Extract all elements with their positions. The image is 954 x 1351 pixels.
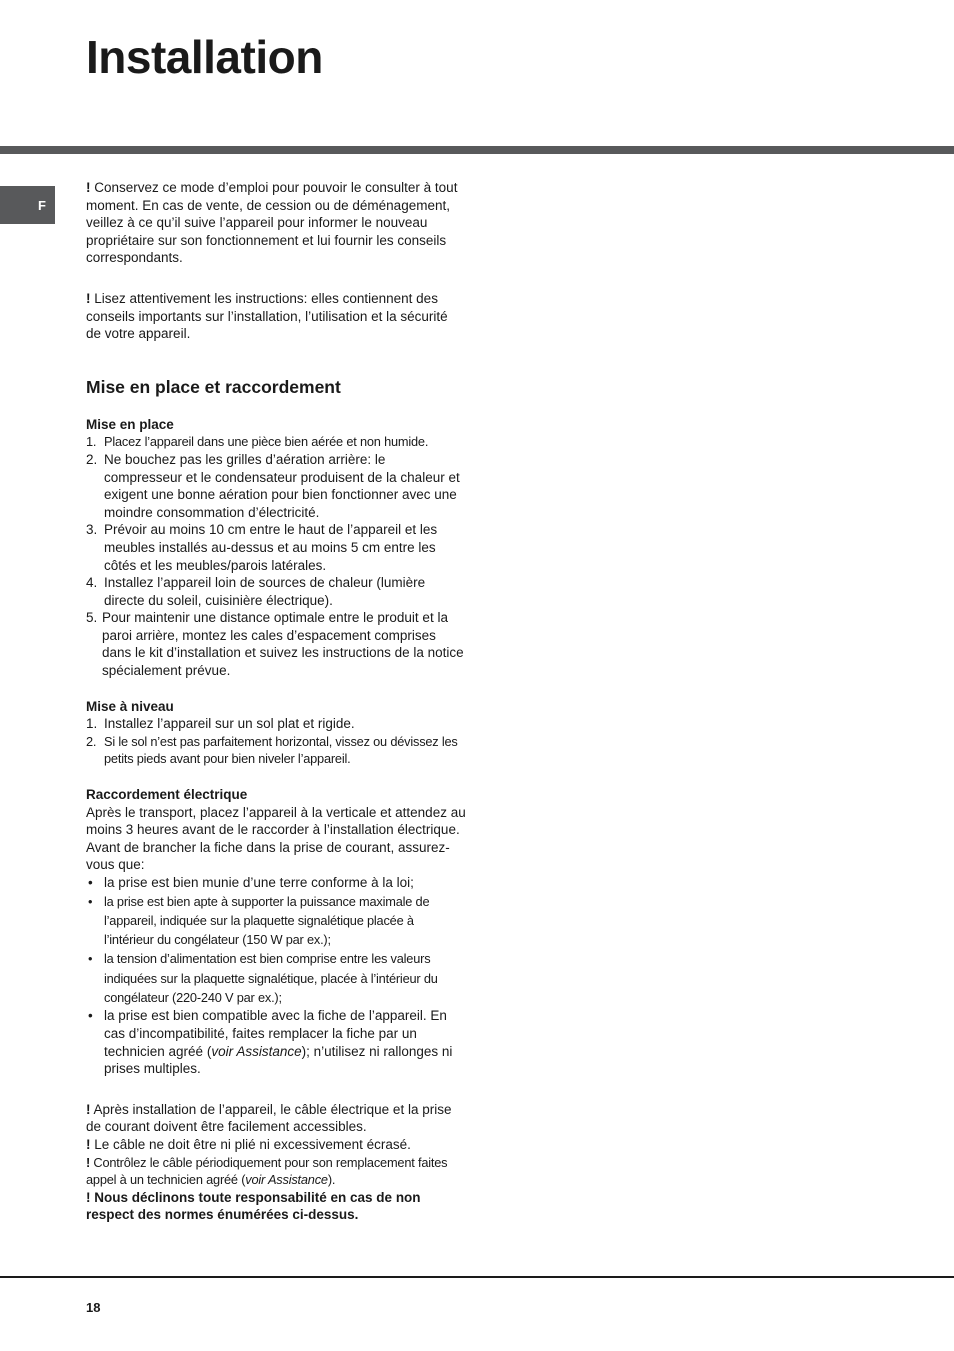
note-text: Lisez attentivement les instructions: elles contiennent des conseils importants sur l’installation, l’utilisation et la sécurité de votre appareil. — [86, 290, 448, 342]
intro-note — [86, 179, 466, 267]
exclamation-mark: ! — [86, 1101, 91, 1117]
list-item: • la tension d’alimentation est bien comprise entre les valeurs indiquées sur la plaquette signalétique, placée à l’intérieur du congélateur (220-240 V par ex.); — [88, 951, 438, 1006]
warning-note: ! Contrôlez le câble périodiquement pour son remplacement faites appel à un technicien agréé (voir Assistance). — [86, 1154, 448, 1188]
list-item: • la prise est bien apte à supporter la puissance maximale de l’appareil, indiquée sur la plaquette signalétique placée à l’intérieur du congélateur (150 W par ex.); — [88, 893, 430, 948]
exclamation-mark: ! — [86, 1154, 91, 1170]
cross-reference: voir Assistance — [245, 1172, 328, 1188]
section-title: Mise en place et raccordement — [86, 376, 341, 397]
list-item: 1. Installez l’appareil sur un sol plat et rigide. — [86, 716, 355, 732]
header-divider — [0, 146, 954, 154]
exclamation-mark: ! — [86, 1136, 91, 1152]
exclamation-mark: ! — [86, 290, 91, 306]
raccordement-intro: Après le transport, placez l’appareil à la verticale et attendez au moins 3 heures avant de le raccorder à l’installation électrique. Avant de brancher la fiche dans la prise de courant, assurez-vous que: — [86, 804, 466, 873]
mise-a-niveau-list — [86, 715, 466, 768]
raccordement-checklist — [86, 874, 466, 1078]
language-tab: F — [0, 186, 55, 224]
main-content — [86, 179, 466, 1224]
list-item: 5. Pour maintenir une distance optimale entre le produit et la paroi arrière, montez les cales d’espacement comprises dans le kit d’installation et suivez les instructions de la notice spécialement prévue. — [86, 610, 464, 679]
intro-note — [86, 290, 466, 343]
list-item: • la prise est bien compatible avec la fiche de l’appareil. En cas d’incompatibilité, faites remplacer la fiche par un technicien agréé (voir Assistance); n’utilisez ni rallonges ni prises multiples. — [88, 1008, 453, 1077]
mise-en-place-list — [86, 433, 466, 679]
list-item: 2. Si le sol n’est pas parfaitement horizontal, vissez ou dévissez les petits pieds avant pour bien niveler l’appareil. — [86, 733, 458, 767]
list-item: • la prise est bien munie d’une terre conforme à la loi; — [88, 875, 414, 890]
page-number: 18 — [86, 1300, 101, 1315]
subsection-title-mise-a-niveau: Mise à niveau — [86, 698, 174, 714]
exclamation-mark: ! — [86, 180, 91, 195]
subsection-title-raccordement: Raccordement électrique — [86, 787, 248, 803]
list-item: 4. Installez l’appareil loin de sources de chaleur (lumière directe du soleil, cuisinière électrique). — [86, 575, 426, 608]
note-text: Conservez ce mode d’emploi pour pouvoir le consulter à tout moment. En cas de vente, de cession ou de déménagement, veillez à ce qu’il suive l’appareil pour informer le nouveau propriétaire sur son fonctionnement et lui fournir les conseils correspondants. — [86, 180, 458, 266]
list-item: 2. Ne bouchez pas les grilles d’aération arrière: le compresseur et le condensateur produisent de la chaleur et exigent une bonne aération pour bien fonctionner avec une moindre consommation d’électricité. — [86, 451, 460, 520]
page-title: Installation — [86, 31, 323, 83]
subsection-title-mise-en-place: Mise en place — [86, 416, 174, 432]
warning-note: ! Après installation de l’appareil, le câble électrique et la prise de courant doivent être facilement accessibles. — [86, 1101, 452, 1135]
list-item: 1. Placez l’appareil dans une pièce bien aérée et non humide. — [86, 434, 429, 450]
list-item: 3. Prévoir au moins 10 cm entre le haut de l’appareil et les meubles installés au-dessus et au moins 5 cm entre les côtés et les meubles/parois latérales. — [86, 522, 438, 573]
liability-disclaimer: ! Nous déclinons toute responsabilité en cas de non respect des normes énumérées ci-dessus. — [86, 1189, 421, 1223]
cross-reference: voir Assistance — [211, 1043, 302, 1059]
footer-divider — [0, 1276, 954, 1278]
warning-note: ! Le câble ne doit être ni plié ni excessivement écrasé. — [86, 1136, 411, 1152]
